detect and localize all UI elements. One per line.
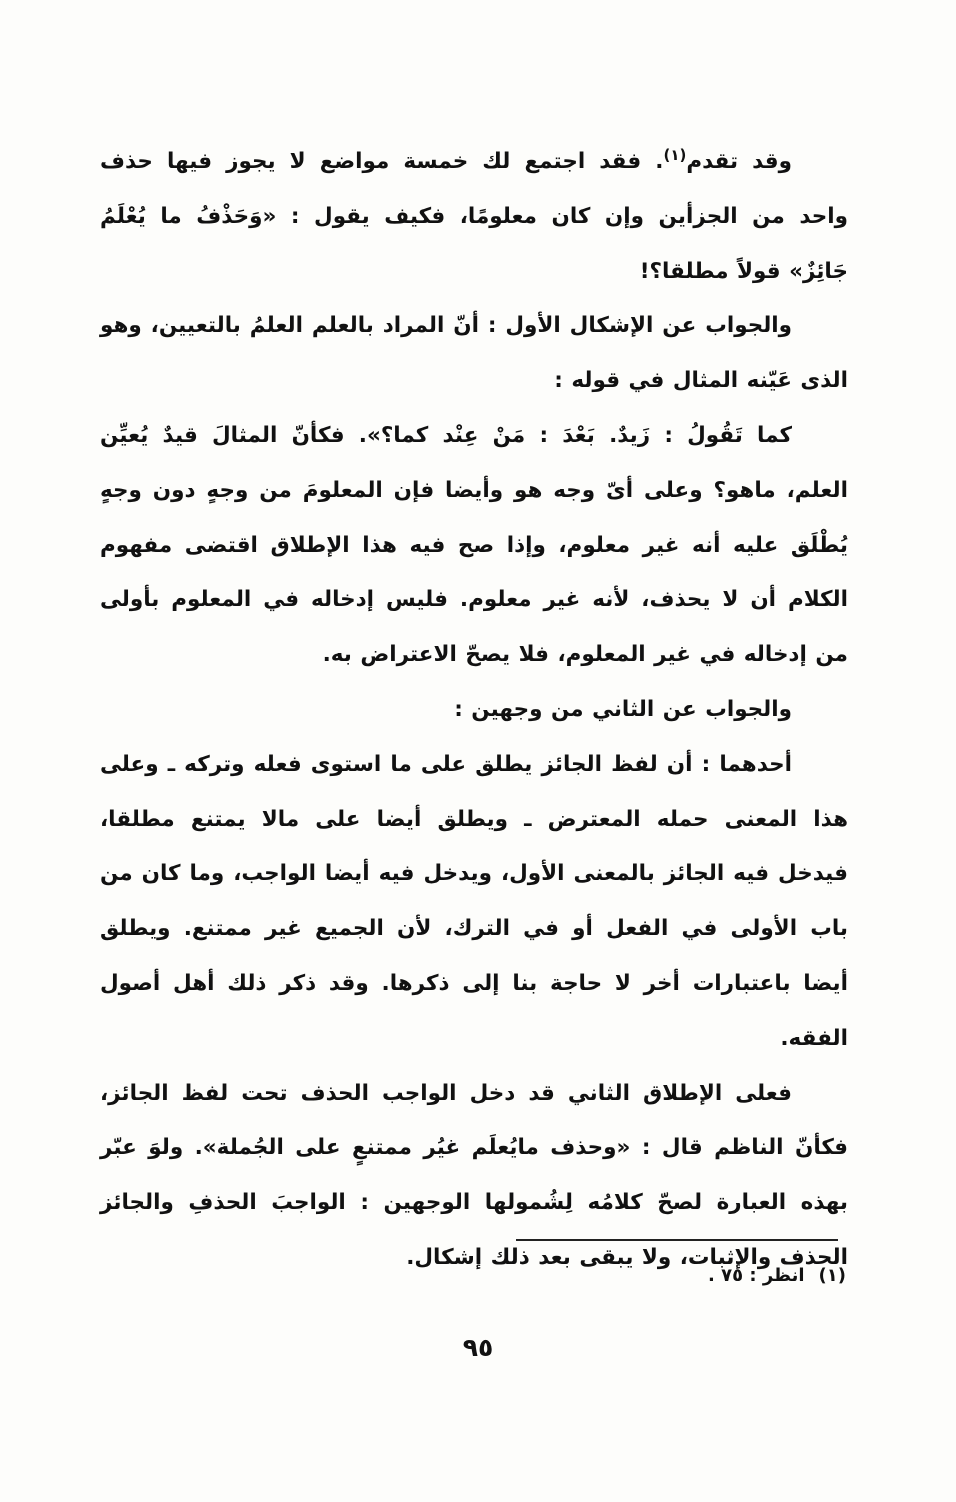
footnote-reference: (١) (663, 145, 687, 164)
page-number: ٩٥ (462, 1333, 494, 1362)
main-text (100, 135, 848, 1286)
paragraph-5: أحدهما : أن لفظ الجائز يطلق على ما استوى فعله وتركه ـ وعلى هذا المعنى حمله المعترض ـ ويطلق أيضا على مالا يمتنع مطلقا، فيدخل فيه الجائز بالمعنى الأول، ويدخل فيه أيضا الواجب، وما كان من باب الأولى في الفعل أو في الترك، لأن الجميع غير ممتنع. ويطلق أيضا باعتبارات أخر لا حاجة بنا إلى ذكرها. وقد ذكر ذلك أهل أصول الفقه. (100, 751, 848, 1051)
paragraph-1-rest: . فقد اجتمع لك خمسة مواضع لا يجوز فيها حذف واحد من الجزأين وإن كان معلومًا، فكيف يقول : «وَحَذْفُ ما يُعْلَمُ جَائِزٌ» قولاً مطلقا؟! (100, 149, 848, 284)
paragraph-6: فعلى الإطلاق الثاني قد دخل الواجب الحذف تحت لفظ الجائز، فكأنّ الناظم قال : «وحذف مايُعلَم غيُر ممتنعٍ على الجُملة». ولوَ عبّر بهذه العبارة لصحّ كلامُه لِشُمولها الوجهين : الواجبَ الحذفِ والجائز الحذف والإثبات، ولا يبقى بعد ذلك إشكال. (100, 1080, 848, 1270)
footnote-separator (516, 1239, 838, 1241)
paragraph-1 (100, 135, 848, 299)
paragraph-4: والجواب عن الثاني من وجهين : (454, 696, 792, 722)
footnote-number: (١) (818, 1265, 846, 1286)
footnote (446, 1262, 846, 1290)
paragraph-2: والجواب عن الإشكال الأول : أنّ المراد بالعلم العلمُ بالتعيين، وهو الذى عَيّنه المثال في قوله : (100, 313, 848, 394)
footnote-text: انظر : ٧٥ . (708, 1265, 805, 1286)
paragraph-1-start: وقد تقدم (686, 149, 792, 174)
paragraph-3: كما تَقُولُ : زَيدٌ. بَعْدَ : مَنْ عِنْد كما؟». فكأنّ المثالَ قيدٌ يُعيِّن العلم، ماهو؟ وعلى أىّ وجه هو وأيضا فإن المعلومَ من وجهٍ دون وجهٍ يُطْلَق عليه أنه غير معلوم، وإذا صح فيه هذا الإطلاق اقتضى مفهوم الكلام أن لا يحذف، لأنه غير معلوم. فليس إدخاله في المعلوم بأولى من إدخاله في غير المعلوم، فلا يصحّ الاعتراض به. (100, 422, 848, 668)
